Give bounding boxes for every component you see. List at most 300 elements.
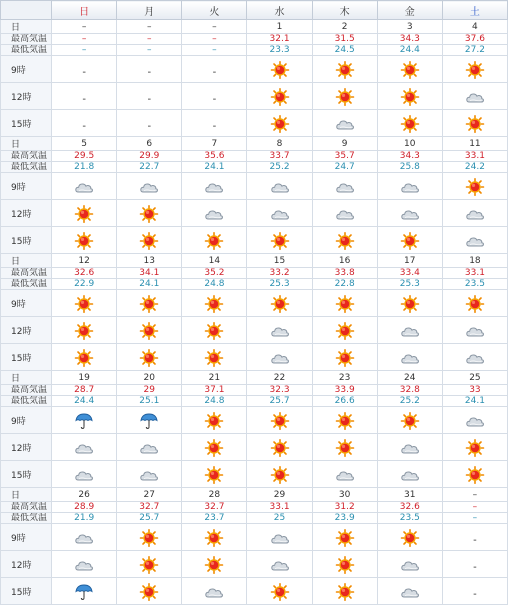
day-weather-cell xyxy=(312,290,377,317)
week-5-date-row xyxy=(1,488,508,502)
day-weather-cell xyxy=(117,434,182,461)
sun-icon xyxy=(400,88,420,106)
header-corner xyxy=(1,1,52,20)
day-weather-cell xyxy=(247,524,312,551)
day-date: 24 xyxy=(377,371,442,385)
day-weather-cell xyxy=(52,344,117,371)
weather-9-label: 9時 xyxy=(1,56,52,83)
day-weather-blank xyxy=(52,56,117,83)
weather-15-label: 15時 xyxy=(1,461,52,488)
day-weather-cell xyxy=(247,56,312,83)
week-2-low-temp-row xyxy=(1,162,508,173)
high-temp-label: 最高気温 xyxy=(1,268,52,279)
sun-icon xyxy=(270,439,290,457)
day-low-temp: 25.2 xyxy=(377,396,442,407)
day-date: 26 xyxy=(52,488,117,502)
day-weather-cell xyxy=(182,407,247,434)
day-weather-cell xyxy=(182,317,247,344)
weather-12-label: 12時 xyxy=(1,83,52,110)
day-weather-cell xyxy=(312,524,377,551)
blank-dash: - xyxy=(147,93,152,105)
day-weather-cell xyxy=(247,434,312,461)
day-weather-cell xyxy=(377,110,442,137)
sun-icon xyxy=(335,295,355,313)
day-date: 19 xyxy=(52,371,117,385)
sun-icon xyxy=(204,466,224,484)
day-weather-blank xyxy=(182,83,247,110)
cloud-icon xyxy=(465,205,485,223)
day-weather-cell xyxy=(377,173,442,200)
day-weather-cell xyxy=(247,551,312,578)
sun-icon xyxy=(204,349,224,367)
sun-icon xyxy=(400,529,420,547)
week-5-low-temp-row xyxy=(1,513,508,524)
high-temp-label: 最高気温 xyxy=(1,385,52,396)
day-low-temp: 25.3 xyxy=(247,279,312,290)
weather-9-label: 9時 xyxy=(1,407,52,434)
day-weather-cell xyxy=(117,578,182,605)
date-label: 日 xyxy=(1,488,52,502)
cloud-icon xyxy=(270,556,290,574)
day-high-temp: – xyxy=(52,34,117,45)
high-temp-label: 最高気温 xyxy=(1,34,52,45)
day-weather-cell xyxy=(442,110,507,137)
cloud-icon xyxy=(400,349,420,367)
cloud-icon xyxy=(139,178,159,196)
week-1-weather-9-row xyxy=(1,56,508,83)
day-date: – xyxy=(52,20,117,34)
sun-icon xyxy=(335,439,355,457)
day-low-temp: 25.2 xyxy=(247,162,312,173)
day-low-temp: 24.1 xyxy=(442,396,507,407)
day-weather-cell xyxy=(442,56,507,83)
day-high-temp: 33.7 xyxy=(247,151,312,162)
day-weather-cell xyxy=(182,173,247,200)
day-weather-cell xyxy=(442,200,507,227)
day-date: 18 xyxy=(442,254,507,268)
week-2-weather-9-row xyxy=(1,173,508,200)
day-weather-cell xyxy=(52,551,117,578)
day-low-temp: 25.3 xyxy=(377,279,442,290)
weekday-saturday: 土 xyxy=(442,1,507,20)
day-high-temp: 33.1 xyxy=(442,151,507,162)
cloud-icon xyxy=(465,232,485,250)
day-low-temp: 23.5 xyxy=(442,279,507,290)
blank-dash: - xyxy=(473,561,477,573)
day-date: 4 xyxy=(442,20,507,34)
sun-icon xyxy=(270,466,290,484)
day-weather-blank xyxy=(52,83,117,110)
day-weather-cell xyxy=(377,578,442,605)
day-high-temp: 37.6 xyxy=(442,34,507,45)
week-5-high-temp-row xyxy=(1,502,508,513)
sun-icon xyxy=(465,61,485,79)
sun-icon xyxy=(139,232,159,250)
day-weather-cell xyxy=(117,227,182,254)
umbrella-icon xyxy=(74,583,94,601)
day-date: 27 xyxy=(117,488,182,502)
cloud-icon xyxy=(74,556,94,574)
day-weather-cell xyxy=(377,524,442,551)
sun-icon xyxy=(465,178,485,196)
sun-icon xyxy=(74,295,94,313)
week-3-weather-15-row xyxy=(1,344,508,371)
cloud-icon xyxy=(400,556,420,574)
cloud-icon xyxy=(270,529,290,547)
day-high-temp: – xyxy=(182,34,247,45)
weekday-monday: 月 xyxy=(117,1,182,20)
sun-icon xyxy=(335,583,355,601)
day-weather-cell xyxy=(442,434,507,461)
sun-icon xyxy=(270,61,290,79)
day-high-temp: 29.5 xyxy=(52,151,117,162)
sun-icon xyxy=(270,115,290,133)
umbrella-icon xyxy=(139,412,159,430)
day-date: 8 xyxy=(247,137,312,151)
sun-icon xyxy=(335,232,355,250)
day-weather-cell xyxy=(312,317,377,344)
sun-icon xyxy=(400,61,420,79)
day-weather-cell xyxy=(312,83,377,110)
cloud-icon xyxy=(335,205,355,223)
day-high-temp: 32.3 xyxy=(247,385,312,396)
day-high-temp: 29 xyxy=(117,385,182,396)
cloud-icon xyxy=(465,412,485,430)
weather-9-label: 9時 xyxy=(1,173,52,200)
day-high-temp: 33.9 xyxy=(312,385,377,396)
day-low-temp: 22.8 xyxy=(312,279,377,290)
day-weather-cell xyxy=(442,227,507,254)
day-date: – xyxy=(182,20,247,34)
day-date: 30 xyxy=(312,488,377,502)
day-date: 28 xyxy=(182,488,247,502)
week-4-date-row xyxy=(1,371,508,385)
blank-dash: - xyxy=(147,120,152,132)
week-3-weather-9-row xyxy=(1,290,508,317)
sun-icon xyxy=(139,529,159,547)
day-high-temp: 32.6 xyxy=(377,502,442,513)
day-low-temp: – xyxy=(182,45,247,56)
day-weather-cell xyxy=(247,578,312,605)
day-weather-cell xyxy=(52,227,117,254)
cloud-icon xyxy=(270,205,290,223)
day-date: 14 xyxy=(182,254,247,268)
day-weather-cell xyxy=(312,200,377,227)
day-date: 3 xyxy=(377,20,442,34)
blank-dash: - xyxy=(473,534,477,546)
day-weather-blank xyxy=(52,110,117,137)
sun-icon xyxy=(204,529,224,547)
day-date: 5 xyxy=(52,137,117,151)
sun-icon xyxy=(335,322,355,340)
cloud-icon xyxy=(270,349,290,367)
sun-icon xyxy=(139,349,159,367)
day-weather-cell xyxy=(247,461,312,488)
sun-icon xyxy=(139,205,159,223)
day-weather-cell xyxy=(182,551,247,578)
day-high-temp: – xyxy=(117,34,182,45)
day-weather-cell xyxy=(247,227,312,254)
day-high-temp: 35.6 xyxy=(182,151,247,162)
day-high-temp: 32.1 xyxy=(247,34,312,45)
sun-icon xyxy=(74,322,94,340)
day-weather-blank xyxy=(442,524,507,551)
sun-icon xyxy=(74,205,94,223)
day-high-temp: 31.2 xyxy=(312,502,377,513)
day-high-temp: 34.3 xyxy=(377,34,442,45)
sun-icon xyxy=(335,349,355,367)
sun-icon xyxy=(204,556,224,574)
day-weather-cell xyxy=(377,227,442,254)
day-weather-cell xyxy=(442,290,507,317)
sun-icon xyxy=(270,88,290,106)
day-date: 10 xyxy=(377,137,442,151)
sun-icon xyxy=(400,412,420,430)
blank-dash: - xyxy=(82,93,86,105)
day-low-temp: – xyxy=(117,45,182,56)
low-temp-label: 最低気温 xyxy=(1,45,52,56)
week-4-weather-12-row xyxy=(1,434,508,461)
day-weather-cell xyxy=(442,344,507,371)
date-label: 日 xyxy=(1,254,52,268)
day-date: – xyxy=(117,20,182,34)
low-temp-label: 最低気温 xyxy=(1,396,52,407)
day-weather-cell xyxy=(52,317,117,344)
cloud-icon xyxy=(139,466,159,484)
cloud-icon xyxy=(400,439,420,457)
day-date: 17 xyxy=(377,254,442,268)
day-high-temp: 35.2 xyxy=(182,268,247,279)
day-weather-cell xyxy=(442,83,507,110)
day-low-temp: 25.7 xyxy=(247,396,312,407)
day-high-temp: 28.9 xyxy=(52,502,117,513)
sun-icon xyxy=(74,349,94,367)
sun-icon xyxy=(465,295,485,313)
day-weather-cell xyxy=(312,578,377,605)
day-weather-cell xyxy=(312,551,377,578)
cloud-icon xyxy=(139,439,159,457)
sun-icon xyxy=(139,556,159,574)
day-weather-cell xyxy=(377,200,442,227)
day-weather-cell xyxy=(377,290,442,317)
sun-icon xyxy=(270,583,290,601)
high-temp-label: 最高気温 xyxy=(1,151,52,162)
day-high-temp: 28.7 xyxy=(52,385,117,396)
blank-dash: - xyxy=(212,120,217,132)
sun-icon xyxy=(335,556,355,574)
cloud-icon xyxy=(204,583,224,601)
week-3-low-temp-row xyxy=(1,279,508,290)
sun-icon xyxy=(400,232,420,250)
cloud-icon xyxy=(335,466,355,484)
week-2-date-row xyxy=(1,137,508,151)
day-low-temp: 21.9 xyxy=(52,513,117,524)
day-date: 23 xyxy=(312,371,377,385)
day-weather-cell xyxy=(182,227,247,254)
day-weather-cell xyxy=(247,290,312,317)
day-low-temp: 23.5 xyxy=(377,513,442,524)
day-date: 22 xyxy=(247,371,312,385)
day-weather-cell xyxy=(182,200,247,227)
week-1-weather-12-row xyxy=(1,83,508,110)
sun-icon xyxy=(270,412,290,430)
day-low-temp: 23.9 xyxy=(312,513,377,524)
day-date: 6 xyxy=(117,137,182,151)
day-weather-cell xyxy=(117,344,182,371)
day-weather-cell xyxy=(117,200,182,227)
sun-icon xyxy=(139,322,159,340)
day-weather-cell xyxy=(182,578,247,605)
sun-icon xyxy=(465,115,485,133)
day-weather-cell xyxy=(312,407,377,434)
day-weather-cell xyxy=(52,200,117,227)
week-2-weather-12-row xyxy=(1,200,508,227)
day-high-temp: 33.1 xyxy=(442,268,507,279)
day-weather-blank xyxy=(117,110,182,137)
week-5-weather-15-row xyxy=(1,578,508,605)
weather-12-label: 12時 xyxy=(1,317,52,344)
blank-dash: - xyxy=(212,93,217,105)
day-date: 7 xyxy=(182,137,247,151)
weekday-tuesday: 火 xyxy=(182,1,247,20)
cloud-icon xyxy=(400,466,420,484)
sun-icon xyxy=(400,115,420,133)
day-low-temp: 25.7 xyxy=(117,513,182,524)
cloud-icon xyxy=(400,205,420,223)
day-high-temp: 33.8 xyxy=(312,268,377,279)
blank-dash: - xyxy=(82,120,86,132)
day-date: 15 xyxy=(247,254,312,268)
day-low-temp: – xyxy=(442,513,507,524)
day-date: 16 xyxy=(312,254,377,268)
day-weather-cell xyxy=(182,524,247,551)
day-weather-cell xyxy=(52,173,117,200)
day-date: 29 xyxy=(247,488,312,502)
week-1-weather-15-row xyxy=(1,110,508,137)
day-weather-cell xyxy=(182,461,247,488)
blank-dash: - xyxy=(212,66,217,78)
sun-icon xyxy=(465,439,485,457)
week-1-date-row xyxy=(1,20,508,34)
day-high-temp: 33.4 xyxy=(377,268,442,279)
day-weather-cell xyxy=(247,200,312,227)
day-low-temp: 25.1 xyxy=(117,396,182,407)
date-label: 日 xyxy=(1,371,52,385)
weekday-thursday: 木 xyxy=(312,1,377,20)
day-date: 1 xyxy=(247,20,312,34)
day-weather-cell xyxy=(442,407,507,434)
week-4-weather-9-row xyxy=(1,407,508,434)
cloud-icon xyxy=(270,178,290,196)
day-low-temp: 24.4 xyxy=(377,45,442,56)
day-low-temp: 24.2 xyxy=(442,162,507,173)
weather-9-label: 9時 xyxy=(1,524,52,551)
cloud-icon xyxy=(465,349,485,367)
day-high-temp: 32.7 xyxy=(117,502,182,513)
week-4-low-temp-row xyxy=(1,396,508,407)
sun-icon xyxy=(139,583,159,601)
day-low-temp: – xyxy=(52,45,117,56)
sun-icon xyxy=(335,88,355,106)
day-weather-cell xyxy=(52,578,117,605)
week-2-weather-15-row xyxy=(1,227,508,254)
cloud-icon xyxy=(335,178,355,196)
weekday-header-row xyxy=(1,1,508,20)
day-low-temp: 26.6 xyxy=(312,396,377,407)
cloud-icon xyxy=(74,178,94,196)
day-low-temp: 23.3 xyxy=(247,45,312,56)
day-low-temp: 27.2 xyxy=(442,45,507,56)
day-weather-cell xyxy=(52,434,117,461)
cloud-icon xyxy=(74,466,94,484)
day-date: 11 xyxy=(442,137,507,151)
day-weather-cell xyxy=(442,173,507,200)
sun-icon xyxy=(204,412,224,430)
day-low-temp: 24.4 xyxy=(52,396,117,407)
cloud-icon xyxy=(465,322,485,340)
cloud-icon xyxy=(400,322,420,340)
day-weather-blank xyxy=(182,110,247,137)
day-low-temp: 21.8 xyxy=(52,162,117,173)
week-4-weather-15-row xyxy=(1,461,508,488)
day-low-temp: 22.9 xyxy=(52,279,117,290)
day-weather-cell xyxy=(247,344,312,371)
day-weather-cell xyxy=(377,407,442,434)
weather-15-label: 15時 xyxy=(1,110,52,137)
week-1-low-temp-row xyxy=(1,45,508,56)
sun-icon xyxy=(465,466,485,484)
day-high-temp: 32.7 xyxy=(182,502,247,513)
day-weather-cell xyxy=(312,227,377,254)
day-date: 13 xyxy=(117,254,182,268)
day-date: 9 xyxy=(312,137,377,151)
day-weather-cell xyxy=(117,317,182,344)
sun-icon xyxy=(335,412,355,430)
day-date: 25 xyxy=(442,371,507,385)
day-weather-blank xyxy=(442,578,507,605)
day-weather-cell xyxy=(442,461,507,488)
sun-icon xyxy=(335,61,355,79)
day-weather-cell xyxy=(247,110,312,137)
day-weather-cell xyxy=(312,56,377,83)
day-weather-cell xyxy=(117,407,182,434)
day-weather-cell xyxy=(52,461,117,488)
blank-dash: - xyxy=(147,66,152,78)
cloud-icon xyxy=(465,88,485,106)
day-weather-cell xyxy=(247,407,312,434)
sun-icon xyxy=(74,232,94,250)
day-low-temp: 24.1 xyxy=(117,279,182,290)
sun-icon xyxy=(335,529,355,547)
day-high-temp: 31.5 xyxy=(312,34,377,45)
day-weather-cell xyxy=(312,110,377,137)
day-weather-cell xyxy=(377,317,442,344)
day-date: – xyxy=(442,488,507,502)
day-high-temp: 33 xyxy=(442,385,507,396)
day-weather-cell xyxy=(377,56,442,83)
day-low-temp: 24.8 xyxy=(182,279,247,290)
day-low-temp: 25.8 xyxy=(377,162,442,173)
day-date: 21 xyxy=(182,371,247,385)
day-high-temp: 32.6 xyxy=(52,268,117,279)
day-high-temp: 32.8 xyxy=(377,385,442,396)
low-temp-label: 最低気温 xyxy=(1,279,52,290)
day-weather-cell xyxy=(182,434,247,461)
sun-icon xyxy=(204,322,224,340)
day-weather-cell xyxy=(117,524,182,551)
day-low-temp: 24.8 xyxy=(182,396,247,407)
weekday-friday: 金 xyxy=(377,1,442,20)
